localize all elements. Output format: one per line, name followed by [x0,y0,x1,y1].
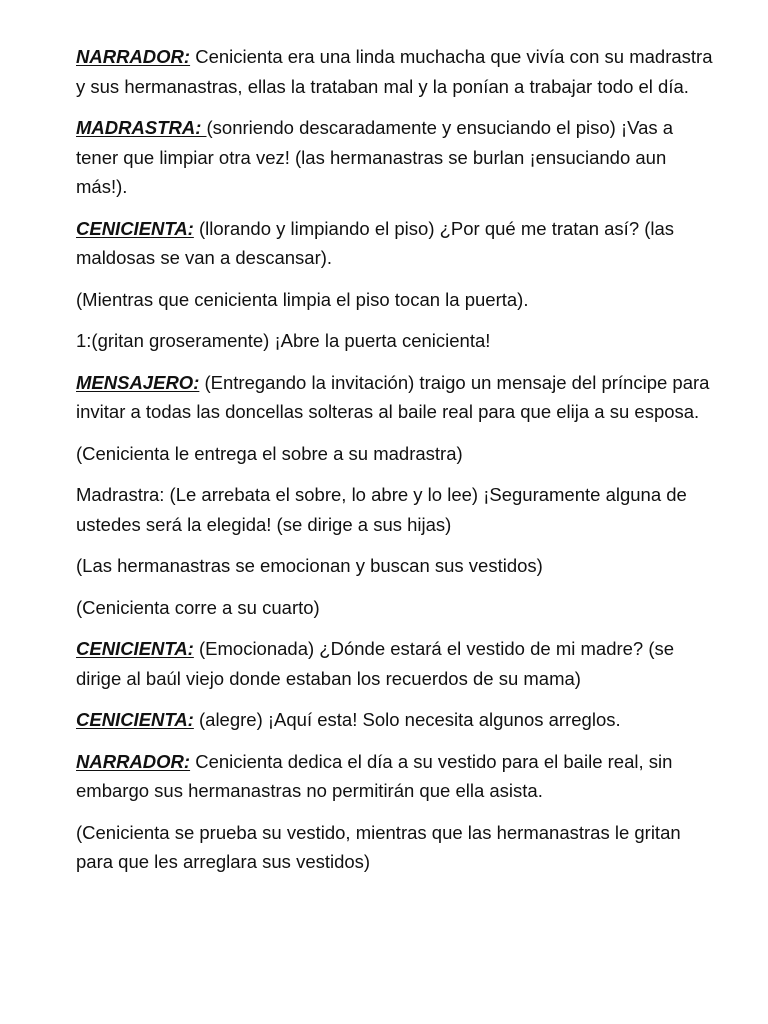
paragraph-line-1 [76,326,716,356]
paragraph-cenicienta-3 [76,705,716,735]
paragraph-text: Madrastra: (Le arrebata el sobre, lo abre y lo lee) ¡Seguramente alguna de ustedes será la elegida! (se dirige a sus hijas) [76,484,687,535]
paragraph-stage-direction-3 [76,551,716,581]
paragraph-text: (sonriendo descaradamente y ensuciando el piso) ¡Vas a tener que limpiar otra vez! (las hermanastras se burlan ¡ensuciando aun más!). [76,117,674,197]
paragraph-text: (Cenicienta corre a su cuarto) [76,596,320,618]
paragraph-text: (alegre) ¡Aquí esta! Solo necesita algunos arreglos. [193,709,621,730]
script-page [76,42,716,889]
speaker-label: MENSAJERO: [76,371,200,393]
speaker-label: NARRADOR: [76,46,191,67]
speaker-label: NARRADOR: [76,750,191,772]
paragraph-text: Cenicienta dedica el día a su vestido para el baile real, sin embargo sus hermanastras no permitirán que ella asista. [76,750,673,801]
paragraph-stage-direction-2 [76,439,716,469]
paragraph-stage-direction-4 [76,593,716,623]
paragraph-mensajero-1 [76,368,716,427]
speaker-label: CENICIENTA: [76,638,194,659]
paragraph-text: (Mientras que cenicienta limpia el piso tocan la puerta). [76,288,529,310]
speaker-label: MADRASTRA: [76,117,207,138]
paragraph-text: (Emocionada) ¿Dónde estará el vestido de mi madre? (se dirige al baúl viejo donde estaban los recuerdos de su mama) [76,638,675,689]
speaker-label: CENICIENTA: [76,709,194,730]
paragraph-text: Cenicienta era una linda muchacha que vivía con su madrastra y sus hermanastras, ellas la trataban mal y la ponían a trabajar todo el día. [76,46,713,97]
paragraph-narrador-1 [76,42,716,101]
paragraph-stage-direction-1 [76,285,716,315]
paragraph-madrastra-2 [76,480,716,539]
paragraph-text: (Cenicienta le entrega el sobre a su madrastra) [76,442,463,464]
paragraph-cenicienta-1 [76,214,716,273]
paragraph-text: (llorando y limpiando el piso) ¿Por qué me tratan así? (las maldosas se van a descansar). [76,217,675,268]
speaker-label: CENICIENTA: [76,217,194,239]
paragraph-cenicienta-2 [76,634,716,693]
paragraph-text: (Las hermanastras se emocionan y buscan sus vestidos) [76,555,543,576]
paragraph-stage-direction-5 [76,818,716,877]
paragraph-narrador-2 [76,747,716,806]
paragraph-text: (Entregando la invitación) traigo un mensaje del príncipe para invitar a todas las doncellas solteras al baile real para que elija a su esposa. [76,371,710,422]
paragraph-text: (Cenicienta se prueba su vestido, mientras que las hermanastras le gritan para que les arreglara sus vestidos) [76,821,681,872]
paragraph-madrastra-1 [76,113,716,202]
paragraph-text: 1:(gritan groseramente) ¡Abre la puerta cenicienta! [76,330,491,351]
